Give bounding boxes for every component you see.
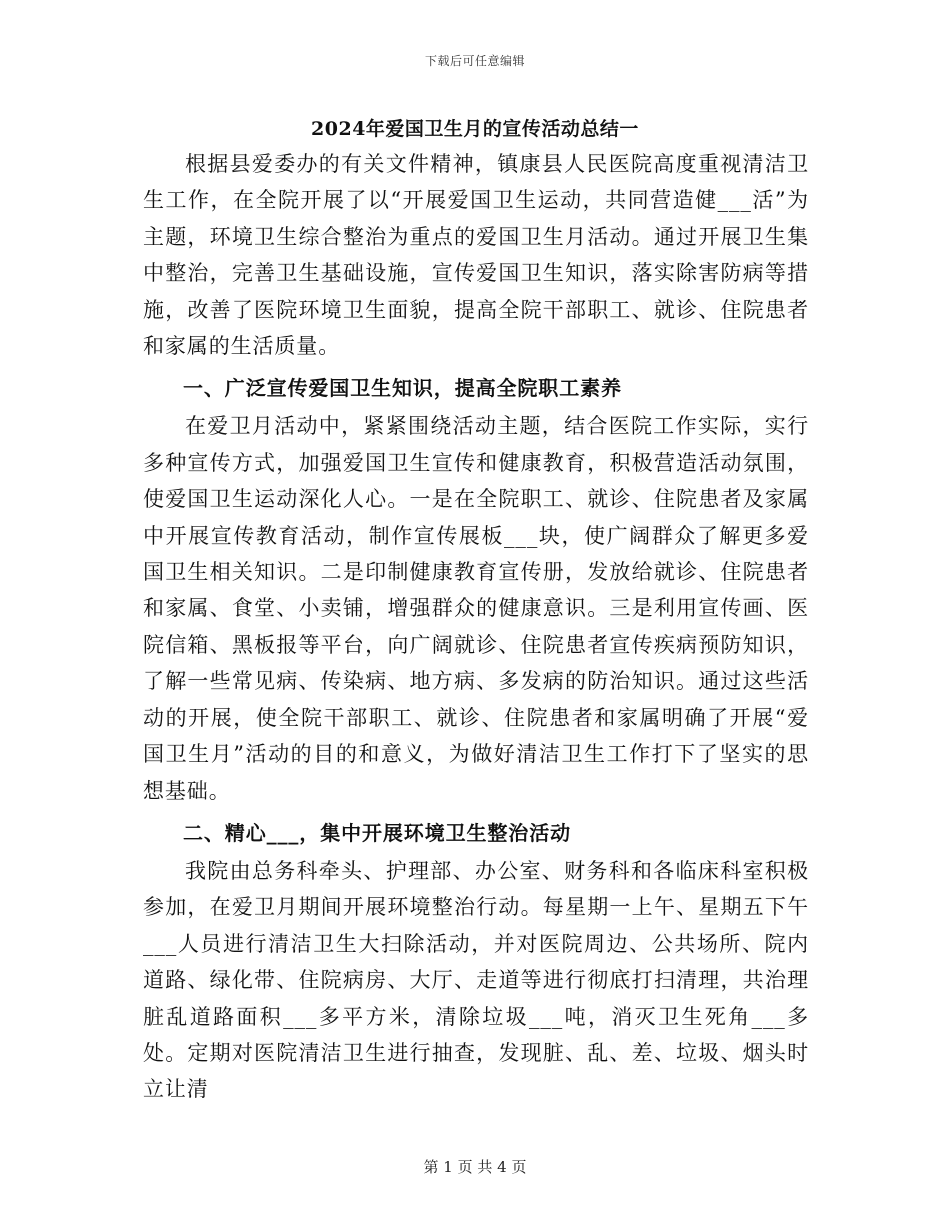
intro-paragraph: 根据县爱委办的有关文件精神，镇康县人民医院高度重视清洁卫生工作，在全院开展了以“开展爱国卫生运动，共同营造健___活”为主题，环境卫生综合整治为重点的爱国卫生月活动。通过开展卫生集中整治，完善卫生基础设施，宣传爱国卫生知识，落实除害防病等措施，改善了医院环境卫生面貌，提高全院干部职工、就诊、住院患者和家属的生活质量。	[143, 152, 809, 359]
document-title: 2024年爱国卫生月的宣传活动总结一	[311, 118, 639, 140]
section-2-paragraph: 我院由总务科牵头、护理部、办公室、财务科和各临床科室积极参加，在爱卫月期间开展环境整治行动。每星期一上午、星期五下午___人员进行清洁卫生大扫除活动，并对医院周边、公共场所、院内道路、绿化带、住院病房、大厅、走道等进行彻底打扫清理，共治理脏乱道路面积___多平方米，清除垃圾___吨，消灭卫生死角___多处。定期对医院清洁卫生进行抽查，发现脏、乱、差、垃圾、烟头时立让清	[143, 858, 809, 1102]
section-2-heading: 二、精心___，集中开展环境卫生整治活动	[183, 820, 571, 845]
section-1-paragraph: 在爱卫月活动中，紧紧围绕活动主题，结合医院工作实际，实行多种宣传方式，加强爱国卫生宣传和健康教育，积极营造活动氛围，使爱国卫生运动深化人心。一是在全院职工、就诊、住院患者及家属中开展宣传教育活动，制作宣传展板___块，使广阔群众了解更多爱国卫生相关知识。二是印制健康教育宣传册，发放给就诊、住院患者和家属、食堂、小卖铺，增强群众的健康意识。三是利用宣传画、医院信箱、黑板报等平台，向广阔就诊、住院患者宣传疾病预防知识，了解一些常见病、传染病、地方病、多发病的防治知识。通过这些活动的开展，使全院干部职工、就诊、住院患者和家属明确了开展“爱国卫生月”活动的目的和意义，为做好清洁卫生工作打下了坚实的思想基础。	[143, 414, 809, 803]
page-number-footer: 第 1 页 共 4 页	[423, 1158, 527, 1176]
page-header-note: 下载后可任意编辑	[424, 54, 525, 68]
section-1-heading: 一、广泛宣传爱国卫生知识，提高全院职工素养	[183, 376, 622, 401]
document-body	[143, 146, 809, 1108]
